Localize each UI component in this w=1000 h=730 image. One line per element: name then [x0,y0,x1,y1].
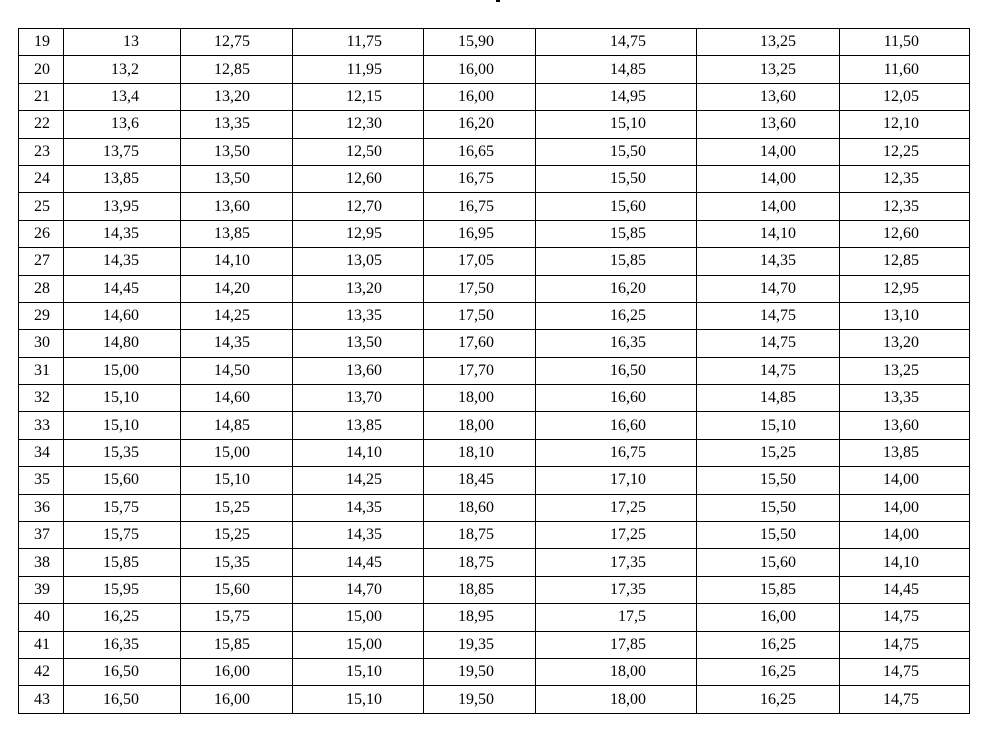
table-cell: 16,75 [424,165,536,192]
table-row [19,658,970,685]
table-cell: 14,20 [181,275,293,302]
table-cell: 16,00 [424,56,536,83]
table-cell: 17,05 [424,248,536,275]
table-cell: 13,60 [840,412,970,439]
table-cell: 13,2 [64,56,181,83]
table-cell: 14,45 [293,549,424,576]
row-number-cell: 19 [19,29,64,56]
table-cell: 13,85 [840,439,970,466]
table-cell: 14,85 [697,385,840,412]
table-row [19,248,970,275]
table-cell: 13,60 [293,357,424,384]
row-number-cell: 29 [19,302,64,329]
table-cell: 15,60 [697,549,840,576]
table-cell: 14,00 [840,522,970,549]
table-cell: 14,45 [840,576,970,603]
table-cell: 15,00 [293,604,424,631]
table-cell: 15,25 [181,494,293,521]
table-cell: 16,35 [536,330,697,357]
table-cell: 12,35 [840,165,970,192]
table-cell: 17,60 [424,330,536,357]
table-cell: 18,75 [424,549,536,576]
table-row [19,686,970,713]
row-number-cell: 33 [19,412,64,439]
table-cell: 14,10 [181,248,293,275]
table-cell: 15,35 [181,549,293,576]
table-cell: 13,50 [181,165,293,192]
table-cell: 16,35 [64,631,181,658]
table-cell: 14,00 [840,494,970,521]
table-cell: 14,85 [536,56,697,83]
table-cell: 14,75 [697,357,840,384]
table-cell: 13,85 [181,220,293,247]
table-cell: 13,20 [293,275,424,302]
table-row [19,631,970,658]
table-cell: 12,35 [840,193,970,220]
table-cell: 15,60 [64,467,181,494]
table-cell: 12,70 [293,193,424,220]
table-cell: 13,05 [293,248,424,275]
table-cell: 13,20 [181,83,293,110]
table-cell: 14,60 [181,385,293,412]
table-row [19,111,970,138]
row-number-cell: 21 [19,83,64,110]
table-cell: 14,35 [64,248,181,275]
table-cell: 18,00 [536,658,697,685]
table-cell: 13,60 [697,111,840,138]
row-number-cell: 37 [19,522,64,549]
table-cell: 14,75 [840,658,970,685]
table-row [19,604,970,631]
table-cell: 15,50 [697,522,840,549]
table-cell: 15,90 [424,29,536,56]
table-cell: 14,75 [536,29,697,56]
row-number-cell: 27 [19,248,64,275]
table-cell: 17,10 [536,467,697,494]
table-row [19,494,970,521]
table-cell: 15,10 [293,658,424,685]
table-body [19,29,970,714]
row-number-cell: 38 [19,549,64,576]
table-cell: 15,10 [64,412,181,439]
table-cell: 16,25 [536,302,697,329]
table-cell: 18,45 [424,467,536,494]
table-cell: 14,35 [293,522,424,549]
table-cell: 14,00 [840,467,970,494]
table-cell: 12,60 [840,220,970,247]
table-row [19,275,970,302]
table-cell: 15,85 [536,220,697,247]
row-number-cell: 31 [19,357,64,384]
table-cell: 12,95 [840,275,970,302]
table-cell: 15,95 [64,576,181,603]
table-cell: 14,75 [697,302,840,329]
table-row [19,83,970,110]
table-cell: 11,60 [840,56,970,83]
table-cell: 13,70 [293,385,424,412]
table-cell: 16,60 [536,412,697,439]
table-cell: 11,95 [293,56,424,83]
table-cell: 13 [64,29,181,56]
table-cell: 15,25 [697,439,840,466]
row-number-cell: 42 [19,658,64,685]
table-cell: 18,95 [424,604,536,631]
row-number-cell: 23 [19,138,64,165]
table-cell: 16,50 [64,658,181,685]
table-cell: 16,60 [536,385,697,412]
row-number-cell: 39 [19,576,64,603]
table-cell: 16,25 [697,631,840,658]
row-number-cell: 25 [19,193,64,220]
table-cell: 16,75 [536,439,697,466]
table-cell: 11,75 [293,29,424,56]
table-cell: 13,50 [181,138,293,165]
table-cell: 17,25 [536,522,697,549]
row-number-cell: 24 [19,165,64,192]
table-cell: 13,95 [64,193,181,220]
table-cell: 13,10 [840,302,970,329]
table-cell: 14,45 [64,275,181,302]
table-cell: 15,00 [181,439,293,466]
table-cell: 15,10 [181,467,293,494]
table-row [19,549,970,576]
table-cell: 19,50 [424,658,536,685]
table-cell: 14,75 [840,686,970,713]
table-cell: 18,10 [424,439,536,466]
table-cell: 18,00 [424,412,536,439]
table-cell: 16,00 [181,658,293,685]
row-number-cell: 28 [19,275,64,302]
table-cell: 13,20 [840,330,970,357]
table-row [19,330,970,357]
row-number-cell: 34 [19,439,64,466]
table-cell: 18,00 [424,385,536,412]
table-cell: 13,35 [181,111,293,138]
table-cell: 13,85 [64,165,181,192]
table-cell: 19,35 [424,631,536,658]
table-row [19,439,970,466]
table-cell: 13,25 [840,357,970,384]
table-cell: 12,10 [840,111,970,138]
table-cell: 16,65 [424,138,536,165]
table-cell: 12,15 [293,83,424,110]
table-cell: 17,70 [424,357,536,384]
table-cell: 16,00 [697,604,840,631]
table-cell: 17,50 [424,275,536,302]
table-cell: 15,85 [64,549,181,576]
table-cell: 14,75 [840,631,970,658]
table-cell: 19,50 [424,686,536,713]
table-cell: 16,95 [424,220,536,247]
table-cell: 17,35 [536,576,697,603]
table-row [19,522,970,549]
table-cell: 16,20 [536,275,697,302]
table-cell: 12,60 [293,165,424,192]
table-row [19,193,970,220]
table-cell: 15,60 [181,576,293,603]
table-cell: 14,00 [697,165,840,192]
table-cell: 17,85 [536,631,697,658]
table-row [19,165,970,192]
table-cell: 13,4 [64,83,181,110]
table-cell: 17,5 [536,604,697,631]
table-cell: 16,00 [181,686,293,713]
table-cell: 13,35 [840,385,970,412]
table-cell: 15,85 [536,248,697,275]
table-cell: 18,60 [424,494,536,521]
table-row [19,29,970,56]
table-cell: 15,00 [64,357,181,384]
table-cell: 13,60 [181,193,293,220]
table-cell: 15,75 [64,494,181,521]
table-cell: 16,25 [697,658,840,685]
table-cell: 15,50 [697,494,840,521]
table-cell: 18,75 [424,522,536,549]
table-cell: 13,75 [64,138,181,165]
page-top-mark [496,0,500,2]
table-cell: 16,25 [64,604,181,631]
table-cell: 14,75 [840,604,970,631]
table-cell: 15,00 [293,631,424,658]
table-cell: 16,25 [697,686,840,713]
table-cell: 15,50 [697,467,840,494]
table-cell: 15,10 [536,111,697,138]
table-cell: 13,25 [697,56,840,83]
table-cell: 15,35 [64,439,181,466]
table-cell: 17,25 [536,494,697,521]
table-cell: 13,60 [697,83,840,110]
table-row [19,56,970,83]
table-cell: 12,25 [840,138,970,165]
table-row [19,576,970,603]
table-cell: 13,35 [293,302,424,329]
table-cell: 11,50 [840,29,970,56]
table-row [19,467,970,494]
table-row [19,357,970,384]
data-table [18,28,970,714]
table-cell: 12,75 [181,29,293,56]
row-number-cell: 40 [19,604,64,631]
table-cell: 14,60 [64,302,181,329]
table-cell: 12,85 [840,248,970,275]
table-cell: 13,25 [697,29,840,56]
table-row [19,412,970,439]
row-number-cell: 32 [19,385,64,412]
table-cell: 14,75 [697,330,840,357]
table-cell: 14,00 [697,138,840,165]
row-number-cell: 41 [19,631,64,658]
table-cell: 18,00 [536,686,697,713]
table-cell: 12,30 [293,111,424,138]
table-row [19,220,970,247]
table-cell: 15,10 [293,686,424,713]
table-cell: 14,10 [840,549,970,576]
table-cell: 13,50 [293,330,424,357]
table-cell: 14,70 [293,576,424,603]
row-number-cell: 36 [19,494,64,521]
table-cell: 17,35 [536,549,697,576]
table-cell: 13,6 [64,111,181,138]
row-number-cell: 20 [19,56,64,83]
table-cell: 15,75 [64,522,181,549]
table-cell: 14,10 [293,439,424,466]
table-cell: 15,85 [181,631,293,658]
table-cell: 15,50 [536,138,697,165]
table-cell: 15,50 [536,165,697,192]
table-cell: 13,85 [293,412,424,439]
table-cell: 12,05 [840,83,970,110]
table-cell: 12,85 [181,56,293,83]
table-row [19,302,970,329]
table-row [19,138,970,165]
row-number-cell: 22 [19,111,64,138]
table-cell: 14,25 [293,467,424,494]
table-cell: 12,95 [293,220,424,247]
table-cell: 15,10 [697,412,840,439]
table-cell: 14,80 [64,330,181,357]
table-cell: 15,60 [536,193,697,220]
table-cell: 16,20 [424,111,536,138]
table-cell: 14,25 [181,302,293,329]
table-cell: 12,50 [293,138,424,165]
table-cell: 15,85 [697,576,840,603]
table-cell: 14,95 [536,83,697,110]
table-cell: 14,35 [181,330,293,357]
table-cell: 15,75 [181,604,293,631]
table-cell: 14,00 [697,193,840,220]
table-cell: 14,35 [64,220,181,247]
table-cell: 16,50 [536,357,697,384]
table-cell: 14,85 [181,412,293,439]
table-cell: 17,50 [424,302,536,329]
table-cell: 14,35 [697,248,840,275]
table-cell: 15,25 [181,522,293,549]
row-number-cell: 35 [19,467,64,494]
table-row [19,385,970,412]
table-cell: 14,10 [697,220,840,247]
row-number-cell: 26 [19,220,64,247]
table-cell: 14,35 [293,494,424,521]
table-cell: 16,50 [64,686,181,713]
row-number-cell: 30 [19,330,64,357]
table-cell: 16,75 [424,193,536,220]
table-cell: 16,00 [424,83,536,110]
row-number-cell: 43 [19,686,64,713]
table-cell: 15,10 [64,385,181,412]
table-cell: 18,85 [424,576,536,603]
table-cell: 14,70 [697,275,840,302]
table-cell: 14,50 [181,357,293,384]
